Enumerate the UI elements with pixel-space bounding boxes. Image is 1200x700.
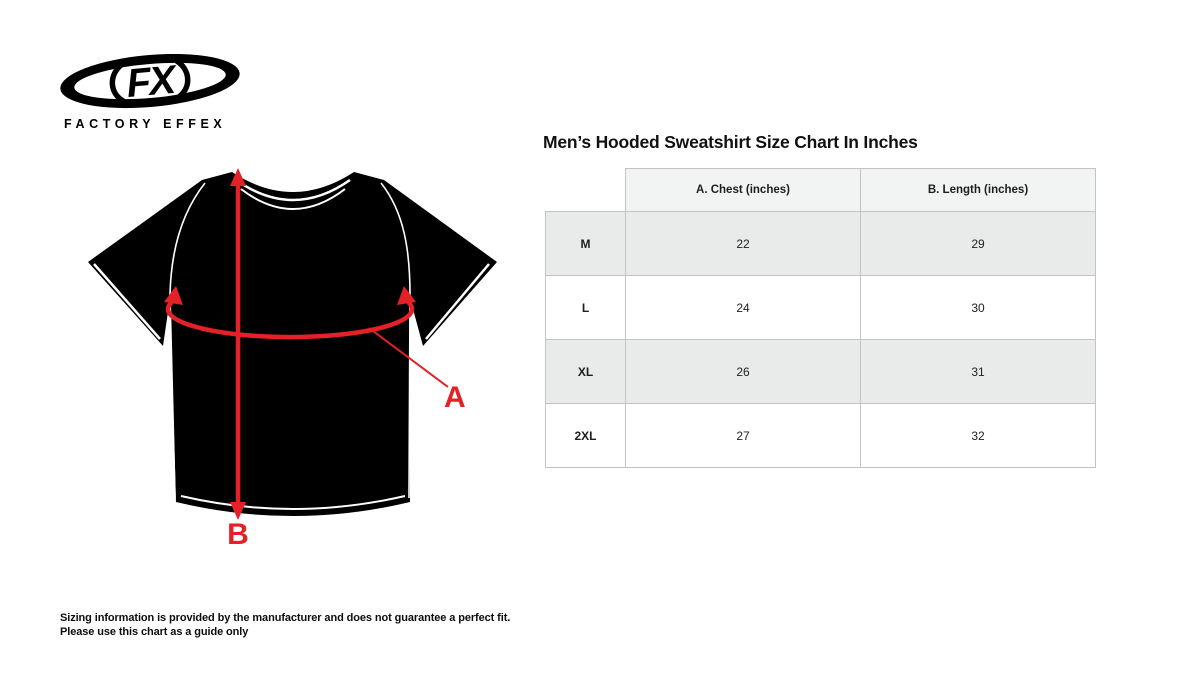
size-table: [545, 168, 1096, 468]
length-value: 32: [861, 404, 1096, 468]
label-a: A: [444, 381, 466, 414]
label-b: B: [227, 518, 249, 550]
page-title: Men’s Hooded Sweatshirt Size Chart In Inches: [543, 132, 918, 152]
size-label: 2XL: [546, 404, 626, 468]
column-header-chest: A. Chest (inches): [626, 169, 861, 212]
logo-monogram-text: FX: [124, 58, 176, 106]
chest-value: 22: [626, 212, 861, 276]
disclaimer-line-1: Sizing information is provided by the manufacturer and does not guarantee a perfect fit.: [60, 612, 511, 624]
table-row: [546, 340, 1096, 404]
length-value: 31: [861, 340, 1096, 404]
tshirt-measurement-diagram: [60, 150, 520, 550]
factory-effex-logo: [58, 54, 248, 131]
table-header-row: [546, 169, 1096, 212]
fx-swoosh-logo-icon: [58, 54, 243, 110]
chest-value: 24: [626, 276, 861, 340]
length-value: 29: [861, 212, 1096, 276]
disclaimer-line-2: Please use this chart as a guide only: [60, 626, 249, 638]
table-row: [546, 276, 1096, 340]
size-label: XL: [546, 340, 626, 404]
table-corner-cell: [546, 169, 626, 212]
chest-value: 27: [626, 404, 861, 468]
length-value: 30: [861, 276, 1096, 340]
tshirt-silhouette: [88, 172, 497, 516]
column-header-length: B. Length (inches): [861, 169, 1096, 212]
table-row: [546, 404, 1096, 468]
table-row: [546, 212, 1096, 276]
size-label: L: [546, 276, 626, 340]
chest-value: 26: [626, 340, 861, 404]
size-label: M: [546, 212, 626, 276]
logo-wordmark: FACTORY EFFEX: [64, 117, 227, 131]
sizing-disclaimer: [60, 611, 510, 639]
